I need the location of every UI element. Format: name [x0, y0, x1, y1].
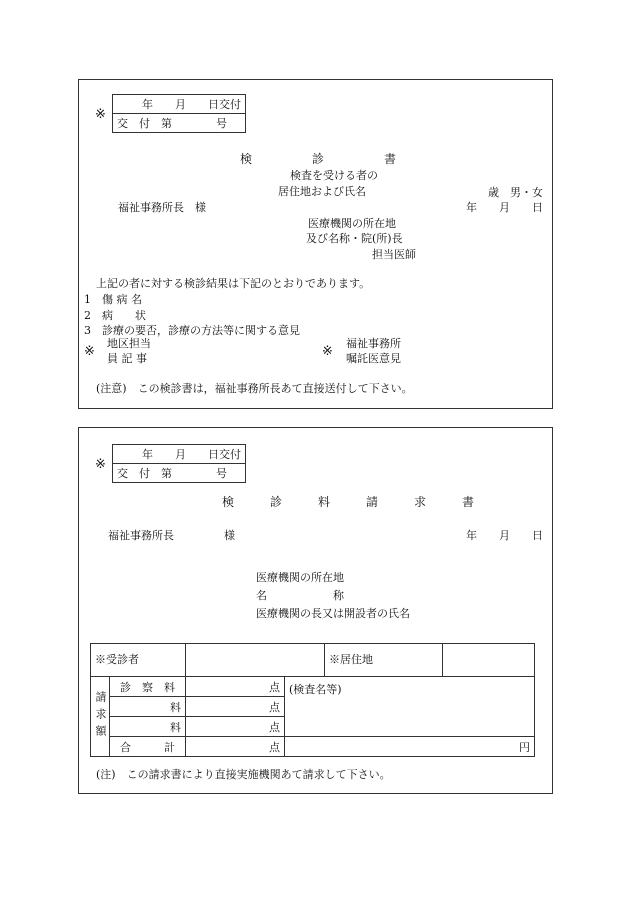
form1-district-label-2: 員 記 事: [107, 352, 147, 365]
total-yen[interactable]: 円: [285, 737, 535, 757]
form2-addressee: 福祉事務所長: [108, 529, 174, 542]
form2-note: (注) この請求書により直接実施機関あて請求して下さい。: [96, 768, 391, 781]
form1-addressee: 福祉事務所長 様: [118, 201, 206, 214]
fee-row3-points[interactable]: 点: [186, 717, 285, 737]
form1-issue-number: 交 付 第 号: [113, 114, 246, 133]
form1-examinee-label-2: 居住地および氏名: [278, 185, 366, 198]
fee-row2-points[interactable]: 点: [186, 697, 285, 717]
fee-row2-label: 料: [110, 697, 186, 717]
form1-institution-label-1: 医療機関の所在地: [308, 217, 396, 230]
residence-field[interactable]: [443, 644, 535, 677]
claim-amount-label: 請求額: [91, 677, 110, 757]
form2-institution-name-label: 名 称: [256, 589, 344, 602]
form1-office-mark: ※: [322, 344, 333, 359]
consultation-fee-label: 診 察 料: [110, 677, 186, 697]
form2-institution-address-label: 医療機関の所在地: [256, 571, 344, 584]
exam-name-field[interactable]: [285, 677, 535, 737]
form2-issue-number: 交 付 第 号: [113, 464, 246, 483]
form2-issue-date: 年 月 日交付: [113, 445, 246, 464]
examinee-name-field[interactable]: [186, 644, 325, 676]
form1-title: 検 診 書: [240, 152, 397, 166]
form1-note-mark: ※: [95, 107, 106, 122]
examinee-label: ※受診者: [95, 652, 139, 666]
form1-issue-box: [112, 94, 246, 133]
form1-office-label-1: 福祉事務所: [346, 337, 401, 350]
form2-issue-box: [112, 444, 246, 483]
form1-district-label-1: 地区担当: [107, 337, 151, 350]
form2-note-mark: ※: [95, 457, 106, 472]
form1-issue-date: 年 月 日交付: [113, 95, 246, 114]
examinee-name-cell[interactable]: [186, 644, 443, 677]
form1-item-opinion: 3 診療の要否，診療の方法等に関する意見: [84, 324, 300, 337]
fee-row3-label: 料: [110, 717, 186, 737]
form1-examinee-label-1: 検査を受ける者の: [290, 169, 378, 182]
form1-intro-text: 上記の者に対する検診結果は下記のとおりであります。: [96, 277, 371, 290]
total-label: 合 計: [110, 737, 186, 757]
form1-district-mark: ※: [84, 344, 95, 359]
form1-date: 年 月 日: [466, 201, 543, 214]
form1-item-symptoms: 2 病 状: [84, 309, 146, 322]
residence-label: ※居住地: [329, 653, 373, 666]
form1-item-diagnosis: 1 傷 病 名: [84, 293, 142, 306]
total-points[interactable]: 点: [186, 737, 285, 757]
form2-sama: 様: [224, 529, 235, 542]
form2-title: 検 診 料 請 求 書: [222, 495, 475, 509]
form1-note: (注意) この検診書は，福祉事務所長あて直接送付して下さい。: [96, 382, 413, 395]
form1-physician-label: 担当医師: [372, 248, 416, 261]
form1-age-sex: 歳 男・女: [488, 186, 543, 199]
form1-office-label-2: 嘱託医意見: [346, 352, 401, 365]
form1-institution-label-2: 及び名称・院(所)長: [306, 232, 403, 245]
consultation-fee-points[interactable]: 点: [186, 677, 285, 697]
examinee-label-cell: [91, 644, 186, 677]
exam-name-label: (検査名等): [289, 683, 342, 696]
form2-institution-head-label: 医療機関の長又は開設者の氏名: [256, 607, 410, 620]
fee-claim-table: [90, 643, 535, 757]
form2-date: 年 月 日: [466, 529, 543, 542]
